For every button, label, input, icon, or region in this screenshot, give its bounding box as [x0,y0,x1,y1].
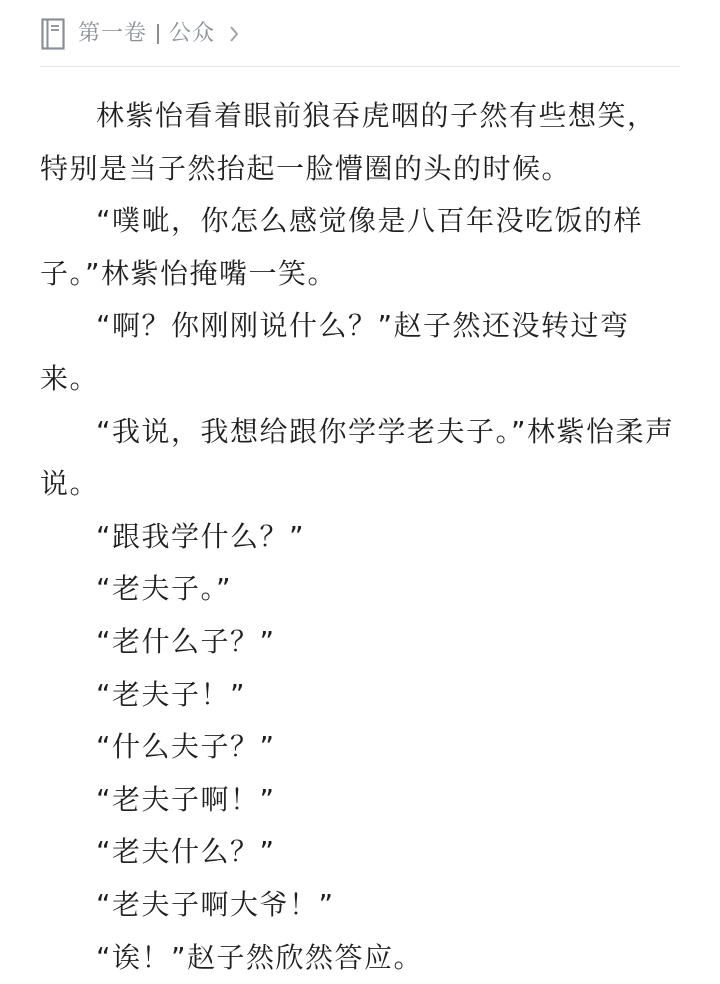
paragraph: “噗呲，你怎么感觉像是八百年没吃饭的样子。”林紫怡掩嘴一笑。 [40,195,680,300]
paragraph: “老夫什么？” [40,826,680,879]
paragraph: 林紫怡看着眼前狼吞虎咽的子然有些想笑，特别是当子然抬起一脸懵圈的头的时候。 [40,90,680,195]
paragraph: “老夫子啊！” [40,774,680,827]
paragraph: “我说，我想给跟你学学老夫子。”林紫怡柔声说。 [40,406,680,511]
breadcrumb-separator [157,24,159,44]
paragraph: “老夫子！” [40,669,680,722]
chevron-right-icon [229,24,241,44]
paragraph: “诶！”赵子然欣然答应。 [40,932,680,984]
paragraph: “老夫子。” [40,563,680,616]
volume-label: 第一卷 [78,14,147,54]
paragraph: “跟我学什么？” [40,511,680,564]
paragraph: “老夫子啊大爷！” [40,879,680,932]
chapter-body [40,90,680,984]
chapter-title: 公众 [169,14,215,54]
paragraph: “老什么子？” [40,616,680,669]
paragraph: “啊？你刚刚说什么？”赵子然还没转过弯来。 [40,300,680,405]
paragraph: “什么夫子？” [40,721,680,774]
header-divider [40,66,680,67]
chapter-header[interactable] [40,14,680,54]
book-icon [40,17,66,51]
